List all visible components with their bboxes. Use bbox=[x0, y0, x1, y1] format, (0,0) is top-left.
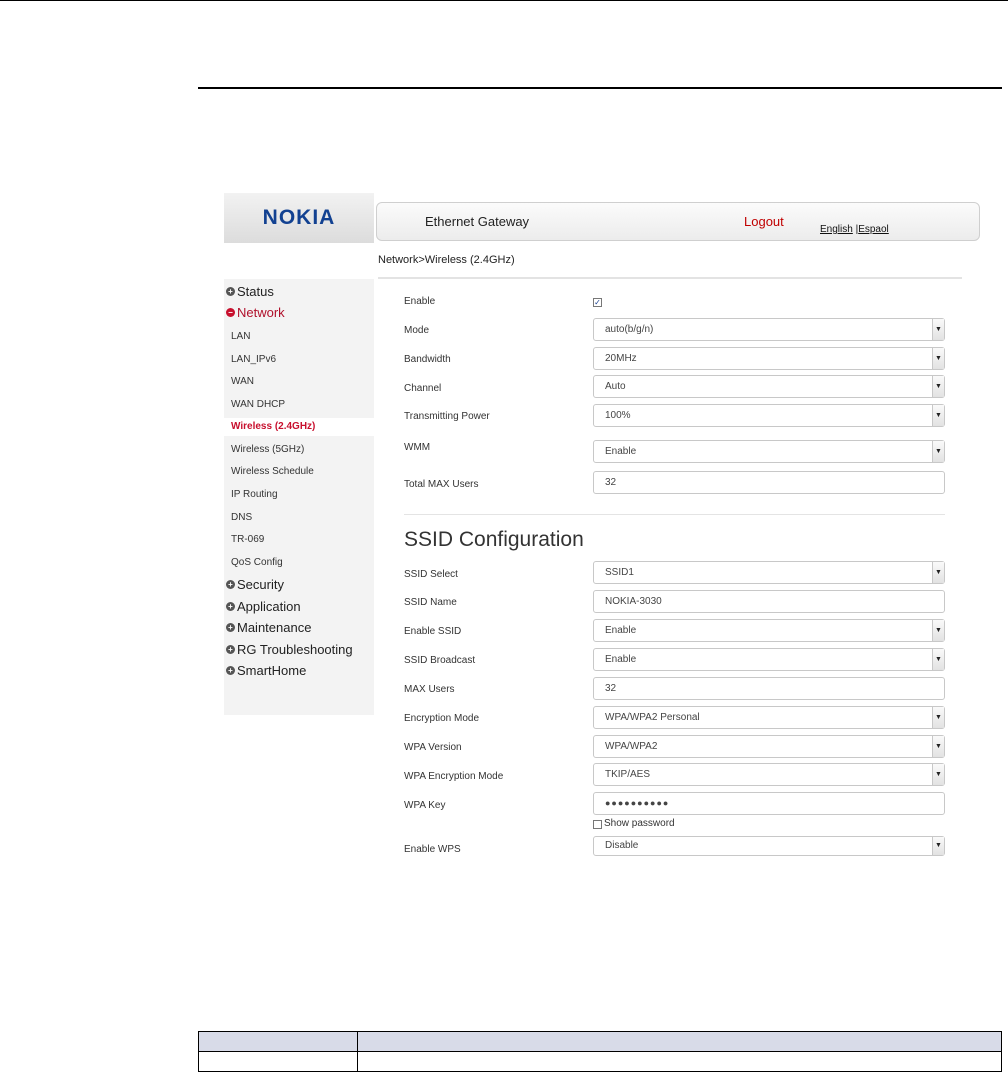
encryption-mode-select[interactable] bbox=[593, 706, 945, 729]
breadcrumb-divider bbox=[378, 277, 962, 279]
nav-group-smarthome[interactable] bbox=[226, 663, 306, 678]
chevron-down-icon: ▼ bbox=[932, 562, 944, 583]
logo-box bbox=[224, 193, 374, 243]
total-max-users-input[interactable]: 32 bbox=[593, 471, 945, 494]
bandwidth-value: 20MHz bbox=[605, 353, 637, 364]
enable-wps-label: Enable WPS bbox=[404, 844, 461, 855]
chevron-down-icon: ▼ bbox=[932, 736, 944, 757]
table-header-cell bbox=[358, 1032, 1002, 1052]
ssid-broadcast-value: Enable bbox=[605, 654, 637, 665]
plus-icon: + bbox=[226, 666, 235, 675]
wpa-key-label: WPA Key bbox=[404, 800, 446, 811]
chevron-down-icon: ▼ bbox=[932, 405, 944, 426]
nokia-logo: NOKIA bbox=[262, 206, 336, 229]
chevron-down-icon: ▼ bbox=[932, 764, 944, 785]
channel-select[interactable] bbox=[593, 375, 945, 398]
enable-label: Enable bbox=[404, 296, 436, 307]
wmm-value: Enable bbox=[605, 446, 637, 457]
nav-group-rg-troubleshooting[interactable] bbox=[226, 642, 353, 657]
wpa-encryption-mode-select[interactable] bbox=[593, 763, 945, 786]
ssid-select-label: SSID Select bbox=[404, 569, 458, 580]
chevron-down-icon: ▼ bbox=[932, 649, 944, 670]
wpa-encryption-mode-value: TKIP/AES bbox=[605, 769, 651, 780]
ssid-name-label: SSID Name bbox=[404, 597, 457, 608]
chevron-down-icon: ▼ bbox=[932, 348, 944, 369]
sidebar-item-wireless-schedule[interactable]: Wireless Schedule bbox=[231, 466, 314, 477]
plus-icon: + bbox=[226, 623, 235, 632]
table-row bbox=[199, 1052, 1002, 1072]
wpa-key-input[interactable]: ●●●●●●●●●● bbox=[593, 792, 945, 815]
encryption-mode-label: Encryption Mode bbox=[404, 713, 480, 724]
document-rule bbox=[198, 87, 1002, 89]
tx-power-label: Transmitting Power bbox=[404, 411, 490, 422]
sidebar-item-qos-config[interactable]: QoS Config bbox=[231, 557, 283, 568]
sidebar-item-dns[interactable]: DNS bbox=[231, 512, 253, 523]
lang-english-link[interactable]: English bbox=[820, 224, 853, 235]
sidebar bbox=[224, 279, 374, 715]
sidebar-item-tr069[interactable]: TR-069 bbox=[231, 534, 265, 545]
ssid-select-value: SSID1 bbox=[605, 567, 634, 578]
wpa-version-value: WPA/WPA2 bbox=[605, 741, 658, 752]
mode-select[interactable] bbox=[593, 318, 945, 341]
table-cell bbox=[199, 1052, 358, 1072]
nav-group-label: SmartHome bbox=[237, 663, 307, 678]
mode-label: Mode bbox=[404, 325, 430, 336]
sidebar-item-wan[interactable]: WAN bbox=[231, 376, 254, 387]
nav-group-label: Security bbox=[237, 577, 284, 592]
enable-ssid-select[interactable] bbox=[593, 619, 945, 642]
gateway-title: Ethernet Gateway bbox=[425, 214, 530, 229]
sidebar-item-lan-ipv6[interactable]: LAN_IPv6 bbox=[231, 354, 277, 365]
nav-group-label: Application bbox=[237, 599, 301, 614]
section-divider bbox=[404, 514, 945, 515]
wmm-select[interactable] bbox=[593, 440, 945, 463]
nav-group-label: RG Troubleshooting bbox=[237, 642, 353, 657]
nav-group-network[interactable] bbox=[226, 305, 285, 320]
nav-group-label: Maintenance bbox=[237, 620, 312, 635]
channel-label: Channel bbox=[404, 383, 442, 394]
chevron-down-icon: ▼ bbox=[932, 620, 944, 641]
table-header-row bbox=[199, 1032, 1002, 1052]
tx-power-select[interactable] bbox=[593, 404, 945, 427]
total-max-users-label: Total MAX Users bbox=[404, 479, 479, 490]
ssid-name-input[interactable]: NOKIA-3030 bbox=[593, 590, 945, 613]
sidebar-item-wireless-5ghz[interactable]: Wireless (5GHz) bbox=[231, 444, 305, 455]
chevron-down-icon: ▼ bbox=[932, 441, 944, 462]
mode-value: auto(b/g/n) bbox=[605, 324, 654, 335]
nav-group-label: Status bbox=[237, 284, 274, 299]
chevron-down-icon: ▼ bbox=[932, 319, 944, 340]
enable-ssid-label: Enable SSID bbox=[404, 626, 462, 637]
plus-icon: + bbox=[226, 580, 235, 589]
sidebar-item-wan-dhcp[interactable]: WAN DHCP bbox=[231, 399, 286, 410]
channel-value: Auto bbox=[605, 381, 626, 392]
chevron-down-icon: ▼ bbox=[932, 837, 944, 855]
document-table bbox=[198, 1031, 1002, 1072]
chevron-down-icon: ▼ bbox=[932, 707, 944, 728]
lang-spanish-link[interactable]: Espaol bbox=[858, 224, 889, 235]
wmm-label: WMM bbox=[404, 442, 431, 453]
ssid-broadcast-select[interactable] bbox=[593, 648, 945, 671]
max-users-input[interactable]: 32 bbox=[593, 677, 945, 700]
nav-group-application[interactable] bbox=[226, 599, 301, 614]
plus-icon: + bbox=[226, 602, 235, 611]
enable-checkbox[interactable] bbox=[593, 298, 602, 307]
chevron-down-icon: ▼ bbox=[932, 376, 944, 397]
top-rule bbox=[0, 0, 1008, 1]
table-cell bbox=[358, 1052, 1002, 1072]
show-password-checkbox[interactable] bbox=[593, 820, 602, 829]
lang-separator: | bbox=[852, 224, 859, 235]
nav-group-label: Network bbox=[237, 305, 285, 320]
language-switcher bbox=[820, 224, 889, 235]
plus-icon: + bbox=[226, 287, 235, 296]
check-icon: ✓ bbox=[594, 298, 601, 307]
logout-link[interactable]: Logout bbox=[744, 214, 784, 229]
sidebar-item-wireless-24ghz[interactable]: Wireless (2.4GHz) bbox=[224, 418, 374, 436]
bandwidth-label: Bandwidth bbox=[404, 354, 451, 365]
show-password-label: Show password bbox=[604, 818, 675, 829]
nav-group-status[interactable] bbox=[226, 284, 274, 299]
enable-wps-value: Disable bbox=[605, 840, 639, 851]
bandwidth-select[interactable] bbox=[593, 347, 945, 370]
enable-ssid-value: Enable bbox=[605, 625, 637, 636]
wpa-encryption-mode-label: WPA Encryption Mode bbox=[404, 771, 504, 782]
nav-group-maintenance[interactable] bbox=[226, 620, 311, 635]
sidebar-item-ip-routing[interactable]: IP Routing bbox=[231, 489, 278, 500]
sidebar-item-lan[interactable]: LAN bbox=[231, 331, 251, 342]
breadcrumb: Network>Wireless (2.4GHz) bbox=[378, 254, 515, 266]
encryption-mode-value: WPA/WPA2 Personal bbox=[605, 712, 700, 723]
table-header-cell bbox=[199, 1032, 358, 1052]
ssid-broadcast-label: SSID Broadcast bbox=[404, 655, 476, 666]
enable-wps-select[interactable] bbox=[593, 836, 945, 856]
minus-icon: − bbox=[226, 308, 235, 317]
gateway-screenshot bbox=[224, 193, 984, 858]
plus-icon: + bbox=[226, 645, 235, 654]
tx-power-value: 100% bbox=[605, 410, 631, 421]
header-bar bbox=[376, 202, 980, 241]
ssid-section-title: SSID Configuration bbox=[404, 528, 584, 551]
wpa-version-select[interactable] bbox=[593, 735, 945, 758]
max-users-label: MAX Users bbox=[404, 684, 455, 695]
nav-group-security[interactable] bbox=[226, 577, 284, 592]
wpa-version-label: WPA Version bbox=[404, 742, 462, 753]
ssid-select[interactable] bbox=[593, 561, 945, 584]
